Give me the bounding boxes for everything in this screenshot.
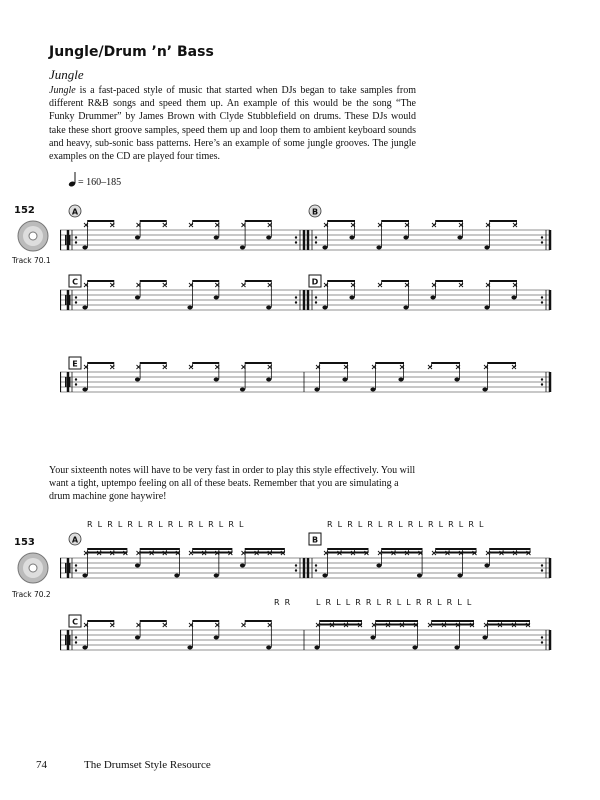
repeat-dot xyxy=(75,378,77,380)
beam xyxy=(88,552,127,554)
beam xyxy=(88,280,114,282)
beam xyxy=(245,220,271,222)
repeat-dot xyxy=(541,296,543,298)
beam xyxy=(328,552,369,554)
beam xyxy=(88,220,114,222)
snare-note xyxy=(135,378,140,382)
beam xyxy=(88,362,114,364)
kick-note xyxy=(484,246,489,250)
snare-note xyxy=(430,296,435,300)
quarter-note-icon xyxy=(68,172,78,188)
kick-note xyxy=(82,388,87,392)
repeat-dot xyxy=(541,378,543,380)
kick-note xyxy=(82,646,87,650)
repeat-dot xyxy=(315,236,317,238)
intro-paragraph xyxy=(49,84,416,163)
snare-note xyxy=(135,296,140,300)
repeat-dot xyxy=(75,564,77,566)
snare-note xyxy=(370,636,375,640)
sticking-row-c1: R R xyxy=(274,598,291,607)
kick-note xyxy=(417,574,422,578)
beam xyxy=(382,220,409,222)
snare-note xyxy=(349,296,354,300)
beam xyxy=(490,552,530,554)
kick-note xyxy=(266,306,271,310)
percussion-clef xyxy=(65,235,67,245)
repeat-dot xyxy=(315,569,317,571)
kick-note xyxy=(82,574,87,578)
repeat-dot xyxy=(295,296,297,298)
beam xyxy=(382,280,409,282)
sticking-row-b: R L R L R L R L R L R L R L R L xyxy=(327,520,484,529)
beam xyxy=(328,548,369,550)
repeat-dot xyxy=(541,301,543,303)
beam xyxy=(436,220,463,222)
beam xyxy=(140,362,166,364)
snare-note xyxy=(266,378,271,382)
beam xyxy=(382,552,423,554)
beam xyxy=(193,220,219,222)
kick-note xyxy=(187,646,192,650)
beam xyxy=(193,362,219,364)
kick-note xyxy=(266,646,271,650)
repeat-dot xyxy=(541,564,543,566)
rehearsal-letter: C xyxy=(72,617,78,627)
beam xyxy=(488,362,516,364)
kick-note xyxy=(82,306,87,310)
repeat-dot xyxy=(295,236,297,238)
rehearsal-letter: E xyxy=(72,359,78,369)
beam xyxy=(376,620,418,622)
beam xyxy=(436,552,477,554)
kick-note xyxy=(174,574,179,578)
kick-note xyxy=(187,306,192,310)
kick-note xyxy=(322,574,327,578)
snare-note xyxy=(135,236,140,240)
intro-lead-word: Jungle xyxy=(49,85,76,96)
snare-note xyxy=(376,564,381,568)
notation-example-153 xyxy=(60,528,560,658)
beam xyxy=(328,220,355,222)
snare-note xyxy=(342,378,347,382)
beam xyxy=(245,362,271,364)
kick-note xyxy=(376,246,381,250)
snare-note xyxy=(135,636,140,640)
kick-note xyxy=(314,388,319,392)
beam xyxy=(488,620,530,622)
beam xyxy=(328,280,355,282)
snare-note xyxy=(135,564,140,568)
notation-example-152 xyxy=(60,200,560,410)
beam xyxy=(140,552,179,554)
track-label: Track 70.1 xyxy=(12,256,51,265)
snare-note xyxy=(454,378,459,382)
beam xyxy=(432,620,474,622)
kick-note xyxy=(370,388,375,392)
snare-note xyxy=(457,236,462,240)
beam xyxy=(193,548,232,550)
sticking-row-a: R L R L R L R L R L R L R L R L xyxy=(87,520,244,529)
percussion-clef xyxy=(65,295,67,305)
kick-note xyxy=(403,306,408,310)
repeat-dot xyxy=(295,564,297,566)
beam xyxy=(193,620,219,622)
repeat-dot xyxy=(541,636,543,638)
sticking-row-c2: L R L L R R L R L L R R L R L L xyxy=(316,598,472,607)
percussion-clef xyxy=(65,377,67,387)
beam xyxy=(436,548,477,550)
snare-note xyxy=(484,564,489,568)
beam xyxy=(320,362,348,364)
beam xyxy=(88,548,127,550)
rehearsal-letter: D xyxy=(311,277,319,287)
percussion-clef xyxy=(65,563,67,573)
beam xyxy=(193,280,219,282)
beam xyxy=(140,620,166,622)
repeat-dot xyxy=(541,241,543,243)
section-subtitle: Jungle xyxy=(49,67,84,82)
beam xyxy=(382,548,423,550)
rehearsal-letter: A xyxy=(71,207,79,217)
beam xyxy=(320,624,362,626)
example-number: 152 xyxy=(14,205,35,216)
snare-note xyxy=(214,296,219,300)
snare-note xyxy=(349,236,354,240)
tempo-marking xyxy=(68,172,121,188)
repeat-dot xyxy=(75,301,77,303)
rehearsal-letter: C xyxy=(72,277,78,287)
beam xyxy=(490,548,530,550)
repeat-dot xyxy=(75,241,77,243)
tempo-text: = 160–185 xyxy=(78,177,122,188)
kick-note xyxy=(457,574,462,578)
rehearsal-letter: B xyxy=(311,207,319,217)
repeat-dot xyxy=(315,241,317,243)
kick-note xyxy=(454,646,459,650)
rehearsal-letter: B xyxy=(311,535,319,545)
snare-note xyxy=(511,296,516,300)
repeat-dot xyxy=(295,241,297,243)
snare-note xyxy=(240,564,245,568)
repeat-dot xyxy=(541,641,543,643)
page-title: Jungle/Drum ’n’ Bass xyxy=(49,44,214,60)
snare-note xyxy=(266,236,271,240)
repeat-dot xyxy=(541,383,543,385)
repeat-dot xyxy=(315,564,317,566)
snare-note xyxy=(403,236,408,240)
repeat-dot xyxy=(295,301,297,303)
beam xyxy=(436,280,463,282)
beam xyxy=(140,548,179,550)
kick-note xyxy=(322,306,327,310)
beam xyxy=(376,362,404,364)
intro-text: is a fast-paced style of music that started when DJs began to take samples from different R&B songs and speed them up. An example of this would be the song “The Funky Drummer” by James Brown with Clyde Stubblefield on drums. These DJs would take these short groove samples, speed them up and loop them to ambient keyboard sounds and heavy, sub-sonic bass patterns. Here’s an example of some jungle grooves. The jungle examples on the CD are played four times. xyxy=(49,85,416,163)
repeat-dot xyxy=(541,569,543,571)
beam xyxy=(432,624,474,626)
repeat-dot xyxy=(75,236,77,238)
repeat-dot xyxy=(315,301,317,303)
beam xyxy=(245,552,284,554)
snare-note xyxy=(214,636,219,640)
track-label: Track 70.2 xyxy=(12,590,51,599)
beam xyxy=(490,220,517,222)
page-number: 74 xyxy=(36,759,47,771)
kick-note xyxy=(82,246,87,250)
kick-note xyxy=(482,388,487,392)
repeat-dot xyxy=(75,383,77,385)
beam xyxy=(245,280,271,282)
beam xyxy=(88,620,114,622)
repeat-dot xyxy=(295,569,297,571)
kick-note xyxy=(214,574,219,578)
snare-note xyxy=(482,636,487,640)
beam xyxy=(140,220,166,222)
snare-note xyxy=(214,236,219,240)
percussion-clef xyxy=(65,635,67,645)
kick-note xyxy=(484,306,489,310)
cd-icon xyxy=(16,219,50,253)
repeat-dot xyxy=(541,236,543,238)
kick-note xyxy=(412,646,417,650)
kick-note xyxy=(240,246,245,250)
kick-note xyxy=(322,246,327,250)
cd-icon xyxy=(16,551,50,585)
beam xyxy=(376,624,418,626)
repeat-dot xyxy=(315,296,317,298)
snare-note xyxy=(214,378,219,382)
beam xyxy=(490,280,517,282)
repeat-dot xyxy=(75,569,77,571)
kick-note xyxy=(314,646,319,650)
beam xyxy=(432,362,460,364)
beam xyxy=(320,620,362,622)
paragraph-sixteenth-notes: Your sixteenth notes will have to be very fast in order to play this style effectively. You will want a tight, uptempo feeling on all of these beats. Remember that you are simulating a drum machine gone haywire! xyxy=(49,465,416,503)
beam xyxy=(140,280,166,282)
repeat-dot xyxy=(75,296,77,298)
repeat-dot xyxy=(75,636,77,638)
beam xyxy=(193,552,232,554)
book-title: The Drumset Style Resource xyxy=(84,759,211,771)
kick-note xyxy=(240,388,245,392)
beam xyxy=(488,624,530,626)
beam xyxy=(245,548,284,550)
snare-note xyxy=(398,378,403,382)
repeat-dot xyxy=(75,641,77,643)
rehearsal-letter: A xyxy=(71,535,79,545)
example-number: 153 xyxy=(14,537,35,548)
beam xyxy=(245,620,271,622)
